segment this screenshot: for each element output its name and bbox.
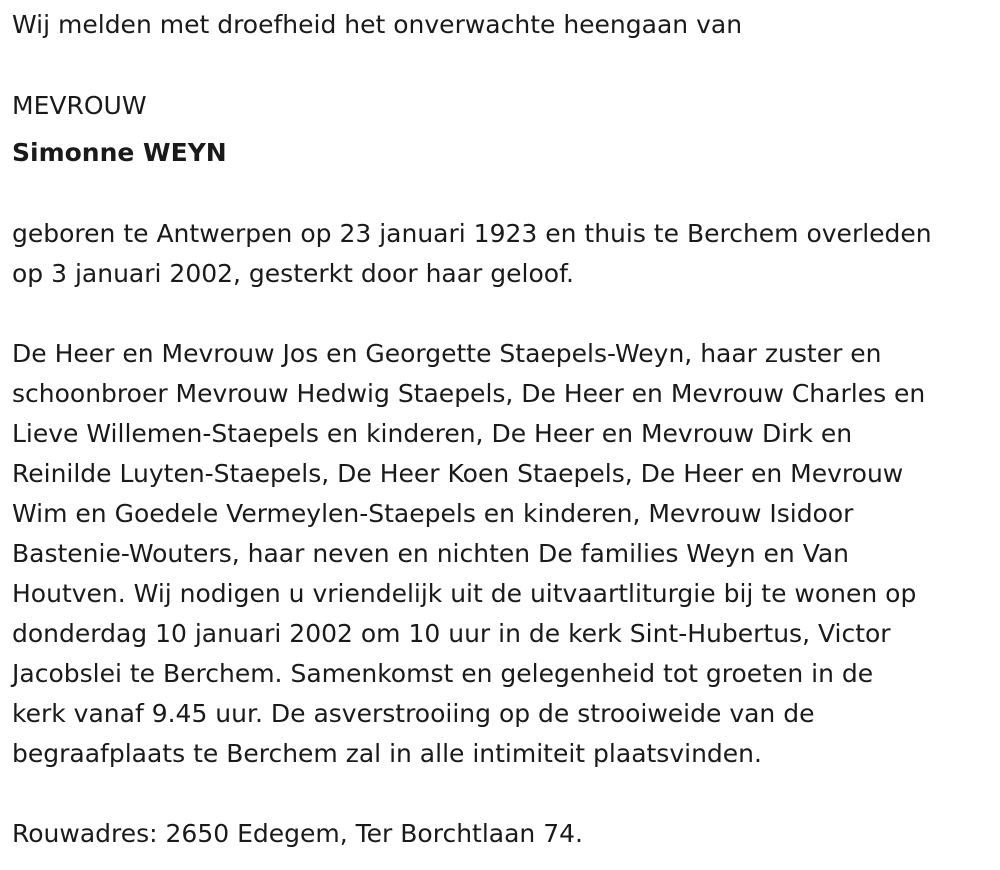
paragraph-line: donderdag 10 januari 2002 om 10 uur in de kerk Sint-Hubertus, Victor [12,619,891,648]
deceased-name: Simonne WEYN [12,138,227,167]
paragraph-line: Bastenie-Wouters, haar neven en nichten De families Weyn en Van [12,539,850,568]
paragraph-line: Lieve Willemen-Staepels en kinderen, De Heer en Mevrouw Dirk en [12,419,853,448]
intro-line: Wij melden met droefheid het onverwachte heengaan van [12,10,743,39]
paragraph-line: begraafplaats te Berchem zal in alle intimiteit plaatsvinden. [12,739,762,768]
paragraph-line: kerk vanaf 9.45 uur. De asverstrooiing op de strooiweide van de [12,699,815,728]
paragraph-line: Reinilde Luyten-Staepels, De Heer Koen Staepels, De Heer en Mevrouw [12,459,904,488]
paragraph-line: Jacobslei te Berchem. Samenkomst en gelegenheid tot groeten in de [12,659,874,688]
paragraph-line: De Heer en Mevrouw Jos en Georgette Staepels-Weyn, haar zuster en [12,339,882,368]
paragraph-line: op 3 januari 2002, gesterkt door haar geloof. [12,259,574,288]
paragraph-line: Wim en Goedele Vermeylen-Staepels en kinderen, Mevrouw Isidoor [12,499,854,528]
salutation: MEVROUW [12,91,147,120]
paragraph-line: schoonbroer Mevrouw Hedwig Staepels, De Heer en Mevrouw Charles en [12,379,926,408]
paragraph-line: Houtven. Wij nodigen u vriendelijk uit de uitvaartliturgie bij te wonen op [12,579,917,608]
paragraph-line: geboren te Antwerpen op 23 januari 1923 en thuis te Berchem overleden [12,219,932,248]
address-line: Rouwadres: 2650 Edegem, Ter Borchtlaan 74. [12,819,583,848]
